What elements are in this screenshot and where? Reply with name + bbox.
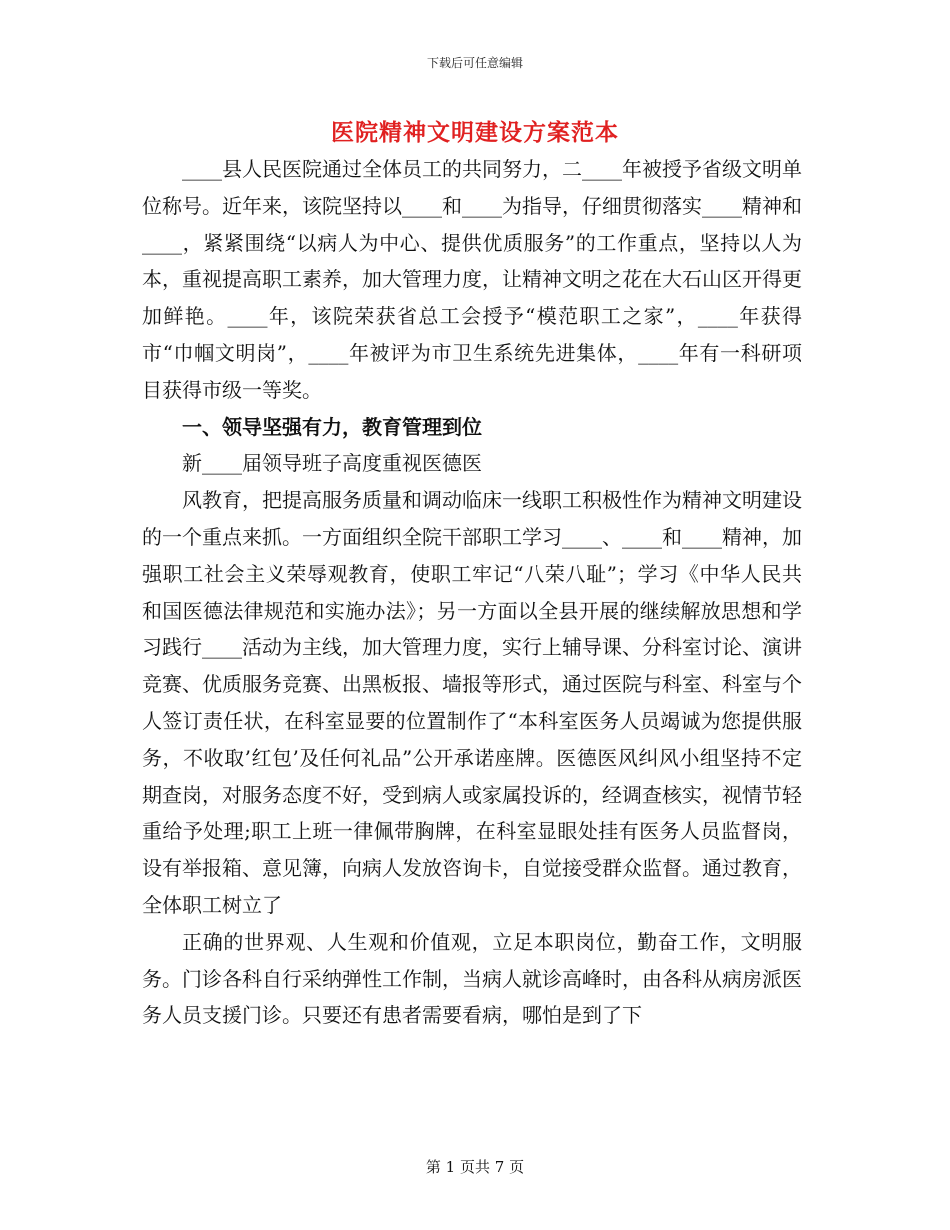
document-body [142, 151, 802, 1034]
header-note: 下载后可任意编辑 [426, 56, 523, 70]
section-heading: 一、领导坚强有力，教育管理到位 [182, 414, 482, 439]
section-paragraph: 新____届领导班子高度重视医德医 [182, 451, 482, 476]
intro-paragraph: ____县人民医院通过全体员工的共同努力，二____年被授予省级文明单位称号。近年来，该院坚持以____和____为指导，仔细贯彻落实____精神和____，紧紧围绕“以病人为中心、提供优质服务”的工作重点，坚持以人为本，重视提高职工素养，加大管理力度，让精神文明之花在大石山区开得更加鲜艳。____年，该院荣获省总工会授予“模范职工之家”，____年获得市“巾帼文明岗”，____年被评为市卫生系统先进集体，____年有一科研项目获得市级一等奖。 [142, 157, 802, 402]
page-number: 第 1 页共 7 页 [425, 1158, 525, 1176]
document-title: 医院精神文明建设方案范本 [331, 119, 619, 146]
section-paragraph: 正确的世界观、人生观和价值观，立足本职岗位，勤奋工作，文明服务。门诊各科自行采纳弹性工作制，当病人就诊高峰时，由各科从病房派医务人员支援门诊。只要还有患者需要看病，哪怕是到了下 [142, 929, 802, 1028]
section-paragraph: 风教育，把提高服务质量和调动临床一线职工积极性作为精神文明建设的一个重点来抓。一方面组织全院干部职工学习____、____和____精神，加强职工社会主义荣辱观教育，使职工牢记“八荣八耻”；学习《中华人民共和国医德法律规范和实施办法》；另一方面以全县开展的继续解放思想和学习践行____活动为主线，加大管理力度，实行上辅导课、分科室讨论、演讲竞赛、优质服务竞赛、出黑板报、墙报等形式，通过医院与科室、科室与个人签订责任状，在科室显要的位置制作了“本科室医务人员竭诚为您提供服务，不收取’红包’及任何礼品”公开承诺座牌。医德医风纠风小组坚持不定期查岗，对服务态度不好，受到病人或家属投诉的，经调查核实，视情节轻重给予处理;职工上班一律佩带胸牌，在科室显眼处挂有医务人员监督岗，设有举报箱、意见簿，向病人发放咨询卡，自觉接受群众监督。通过教育，全体职工树立了 [142, 488, 802, 917]
